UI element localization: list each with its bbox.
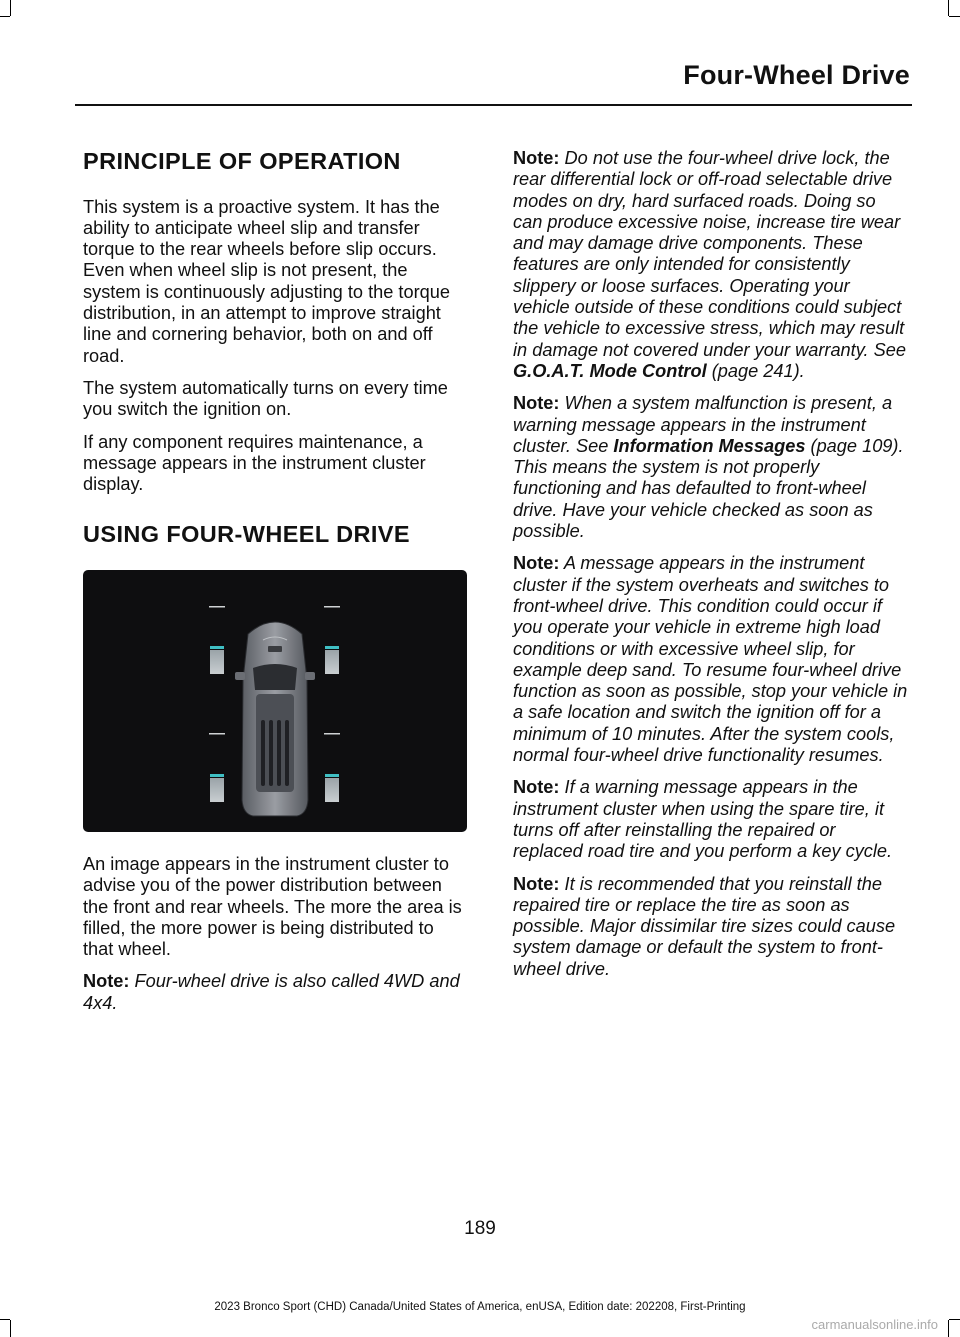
note-label: Note:: [513, 553, 560, 574]
crop-mark: [948, 0, 949, 16]
note-text: When a system malfunction is present, a warning message appears in the instrument cluster. See: [513, 393, 893, 456]
goat-mode-control-link[interactable]: G.O.A.T. Mode Control: [513, 360, 707, 381]
page-header-title: Four-Wheel Drive: [683, 60, 910, 90]
note-text: If a warning message appears in the instrument cluster when using the spare tire, it turns off after reinstalling the repaired or replaced road tire and you perform a key cycle.: [513, 777, 893, 862]
crop-mark: [949, 16, 960, 17]
header-divider: [75, 104, 912, 106]
note-label: Note:: [83, 971, 130, 992]
note-text-continued: (page 109). This means the system is not properly functioning and has defaulted to front-wheel drive. Have your vehicle checked as soon as possible.: [513, 435, 904, 542]
paragraph-proactive-system: This system is a proactive system. It has the ability to anticipate wheel slip and transfer torque to the rear wheels before slip occurs. Even when wheel slip is not present, the system is continuously adjusting to the torque distribution, in an attempt to improve straight line and cornering behavior, both on and off road.: [83, 196, 450, 366]
note-reinstall-tire: [513, 874, 908, 980]
note-label: Note:: [513, 393, 560, 414]
paragraph-power-distribution: An image appears in the instrument cluster to advise you of the power distribution between the front and rear wheels. The more the area is filled, the more power is being distributed to that wheel.: [83, 853, 462, 960]
page-number: 189: [464, 1218, 496, 1239]
note-4wd-names: [83, 971, 467, 1014]
note-text-page: (page 241).: [706, 360, 805, 381]
crop-mark: [949, 1319, 960, 1320]
right-column: [513, 148, 908, 991]
front-left-indicator: [210, 646, 224, 674]
crop-mark: [0, 16, 10, 17]
watermark: carmanualsonline.info: [811, 1317, 938, 1332]
rear-right-indicator: [325, 774, 339, 802]
note-text: Four-wheel drive is also called 4WD and 4x4.: [83, 971, 460, 1013]
paragraph-auto-on: The system automatically turns on every time you switch the ignition on.: [83, 377, 448, 420]
note-text: Do not use the four-wheel drive lock, the rear differential lock or off-road selectable drive modes on dry, hard surfaced roads. Doing so can produce excessive noise, increase tire wear and may damage drive components. These features are only intended for consistently slippery or loose surfaces. Operating your vehicle outside of these conditions could subject the vehicle to excessive stress, which may result in damage not covered under your warranty. See: [513, 148, 906, 360]
crop-mark: [10, 1320, 11, 1337]
note-label: Note:: [513, 873, 560, 894]
note-text: A message appears in the instrument cluster if the system overheats and switches to front-wheel drive. This condition could occur if you operate your vehicle in extreme high load conditions or with excessive wheel slip, for example deep sand. To resume four-wheel drive function as soon as possible, stop your vehicle in a safe location and switch the ignition off for a minimum of 10 minutes. After the system cools, normal four-wheel drive functionality resumes.: [513, 553, 908, 766]
note-label: Note:: [513, 148, 560, 168]
note-dry-roads: [513, 148, 908, 382]
heading-principle-of-operation: PRINCIPLE OF OPERATION: [83, 148, 401, 174]
information-messages-link[interactable]: Information Messages: [613, 435, 806, 456]
note-malfunction: [513, 393, 908, 542]
front-right-indicator: [325, 646, 339, 674]
edition-footer: 2023 Bronco Sport (CHD) Canada/United States of America, enUSA, Edition date: 202208, First-Printing: [214, 1301, 746, 1313]
paragraph-maintenance: If any component requires maintenance, a message appears in the instrument cluster display.: [83, 431, 426, 495]
note-overheat: [513, 553, 908, 766]
four-wheel-drive-display-image: [83, 570, 467, 832]
note-text: It is recommended that you reinstall the repaired tire or replace the tire as soon as possible. Major dissimilar tire sizes could cause system damage or default the system to front-wheel drive.: [513, 873, 896, 979]
crop-mark: [948, 1320, 949, 1337]
note-spare-tire: [513, 777, 908, 862]
crop-mark: [0, 1319, 10, 1320]
vehicle-top-view-icon: [83, 570, 467, 832]
rear-left-indicator: [210, 774, 224, 802]
left-column: [83, 146, 467, 1025]
crop-mark: [10, 0, 11, 16]
note-label: Note:: [513, 777, 560, 798]
heading-using-four-wheel-drive: USING FOUR-WHEEL DRIVE: [83, 521, 410, 548]
